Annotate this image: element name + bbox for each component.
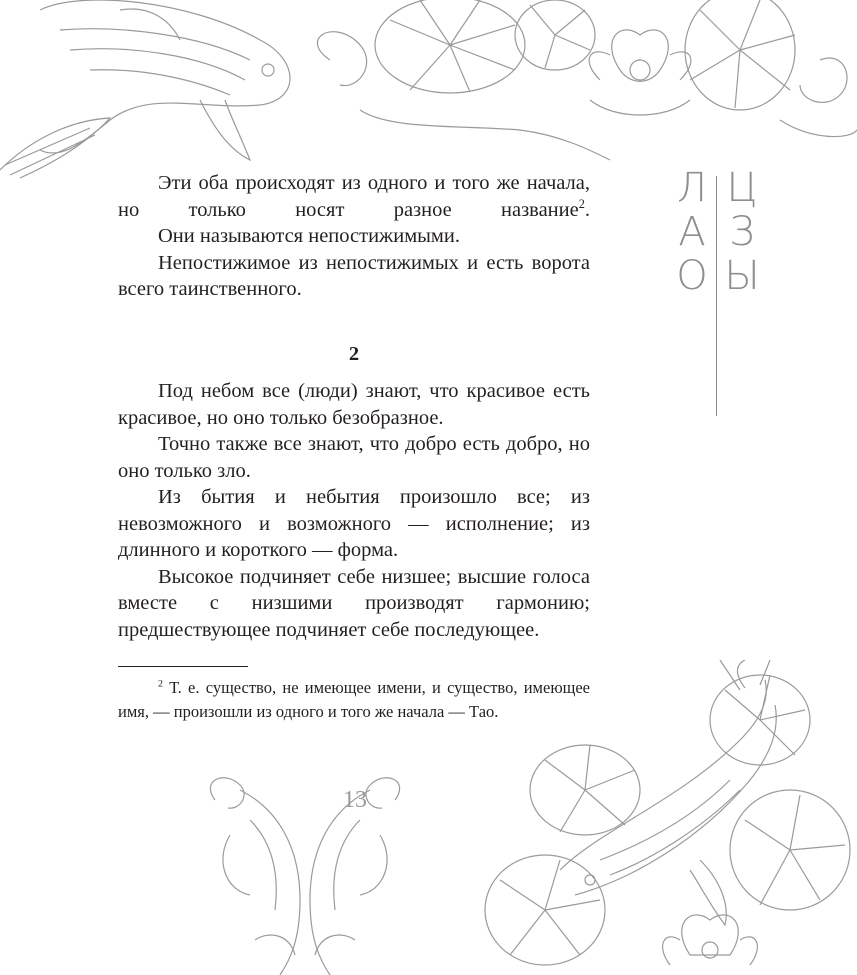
- lily-pad-icon: [485, 675, 850, 965]
- koi-fish-icon: [560, 660, 776, 925]
- side-title-letter: З: [729, 209, 755, 255]
- side-title-letter: О: [676, 253, 708, 299]
- section-heading: 2: [348, 343, 360, 365]
- text-block-top: [118, 170, 590, 303]
- side-title-letter: Ы: [724, 253, 760, 299]
- koi-fish-icon: [0, 0, 290, 178]
- footnote-ref: 2: [578, 196, 585, 211]
- lotus-icon: [589, 30, 691, 115]
- side-title-letter: А: [678, 209, 706, 255]
- footnote-text: Т. е. существо, не имеющее имени, и существо, имеющее имя, — произошли из одного и того же начала — Тао.: [118, 678, 590, 721]
- side-title-letter: Л: [676, 165, 708, 211]
- paragraph: Эти оба происходят из одного и того же начала, но только носят разное название$^2$.: [118, 172, 590, 221]
- footnote-marker: 2: [158, 678, 163, 690]
- paragraph: Под небом все (люди) знают, что красивое есть красивое, но оно только безобразное.: [118, 380, 590, 429]
- paragraph: Непостижимое из непостижимых и есть ворота всего таинственного.: [118, 251, 590, 300]
- lily-pad-icon: [375, 0, 795, 110]
- lotus-icon: [663, 915, 758, 965]
- paragraph: Они называются непостижимыми.: [158, 225, 461, 247]
- top-ornament: [0, 0, 857, 180]
- page-number: 13: [343, 787, 367, 813]
- side-title-letter: Ц: [726, 165, 758, 211]
- paragraph: Из бытия и небытия произошло все; из невозможного и возможного — исполнение; из длинного и короткого — форма.: [118, 486, 590, 561]
- text-block-section: [118, 378, 590, 643]
- side-title: [672, 165, 762, 418]
- paragraph: Точно также все знают, что добро есть добро, но оно только зло.: [118, 433, 590, 482]
- side-title-divider: [716, 176, 717, 416]
- paragraph: Высокое подчиняет себе низшее; высшие голоса вместе с низшими производят гармонию; предшествующее подчиняет себе последующее.: [118, 565, 590, 641]
- bottom-ornament: [0, 660, 857, 975]
